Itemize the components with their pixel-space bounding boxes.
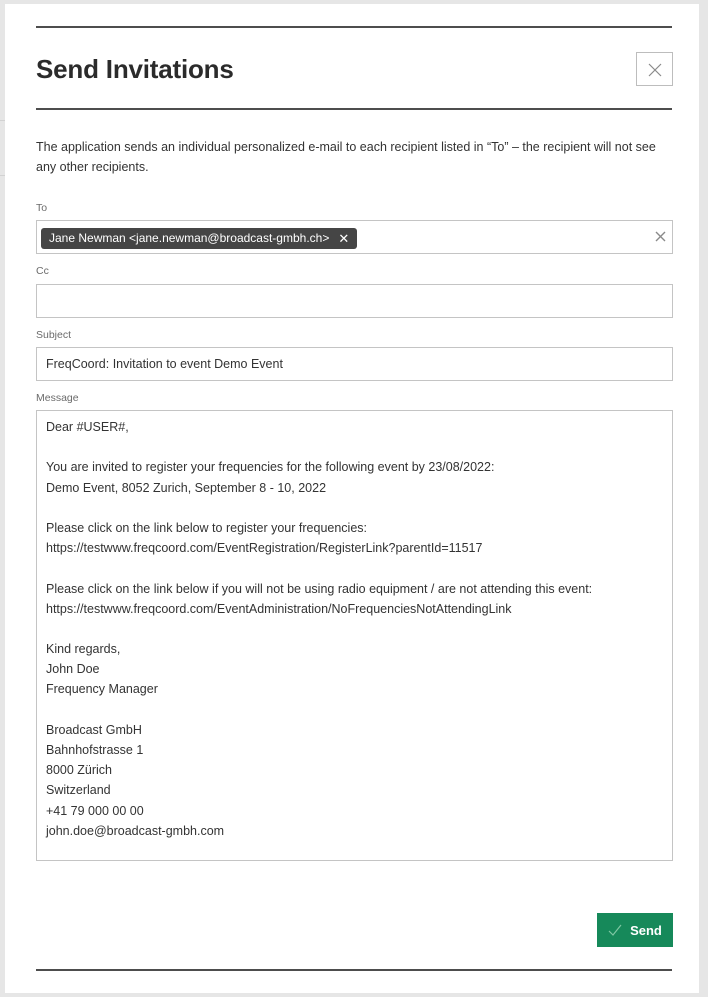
- message-line: 8000 Zürich: [46, 763, 113, 778]
- message-line: john.doe@broadcast-gmbh.com: [46, 823, 225, 838]
- message-line: Broadcast GmbH: [46, 722, 142, 737]
- message-line: Dear #USER#,: [46, 420, 129, 434]
- message-line: [46, 700, 663, 720]
- message-line: [46, 558, 663, 578]
- header-top-divider: [36, 26, 672, 28]
- message-line: [46, 437, 663, 457]
- to-label: To: [36, 202, 48, 214]
- send-invitations-dialog: [5, 4, 699, 993]
- message-label: Message: [36, 392, 79, 404]
- dialog-title: Send Invitations: [36, 54, 234, 84]
- close-button[interactable]: [636, 52, 673, 86]
- message-line: https://testwww.freqcoord.com/EventAdministration/NoFrequenciesNotAttendingLink: [46, 601, 512, 616]
- cc-label: Cc: [36, 265, 49, 277]
- close-icon: [648, 63, 662, 77]
- check-icon: [608, 924, 622, 936]
- recipient-chip-label: Jane Newman <jane.newman@broadcast-gmbh.ch>: [49, 231, 330, 245]
- footer-divider: [36, 969, 672, 971]
- remove-recipient-icon[interactable]: ✕: [338, 231, 350, 246]
- message-textarea[interactable]: [36, 410, 673, 861]
- message-line: [46, 498, 663, 518]
- cc-field[interactable]: [36, 284, 673, 318]
- message-line: John Doe: [46, 662, 100, 677]
- message-line: Kind regards,: [46, 642, 121, 657]
- to-field[interactable]: [36, 220, 673, 254]
- message-line: Bahnhofstrasse 1: [46, 743, 144, 757]
- send-button[interactable]: [597, 913, 673, 947]
- message-line: Demo Event, 8052 Zurich, September 8 - 10, 2022: [46, 480, 327, 495]
- message-line: You are invited to register your frequencies for the following event by 23/08/2022:: [46, 460, 495, 475]
- subject-field[interactable]: [36, 347, 673, 381]
- message-line: https://testwww.freqcoord.com/EventRegistration/RegisterLink?parentId=11517: [46, 541, 483, 556]
- message-line: Frequency Manager: [46, 682, 158, 697]
- send-button-label: Send: [630, 922, 662, 938]
- subject-label: Subject: [36, 329, 72, 341]
- intro-text: The application sends an individual personalized e-mail to each recipient listed in “To” – the recipient will not see any other recipients.: [36, 140, 656, 174]
- message-line: [46, 619, 663, 639]
- subject-value: FreqCoord: Invitation to event Demo Event: [46, 357, 283, 371]
- message-line: +41 79 000 00 00: [46, 803, 144, 818]
- clear-icon[interactable]: [655, 231, 666, 242]
- header-bottom-divider: [36, 108, 672, 110]
- message-line: Please click on the link below to register your frequencies:: [46, 520, 367, 535]
- message-line: Please click on the link below if you will not be using radio equipment / are not attending this event:: [46, 581, 593, 596]
- message-line: Switzerland: [46, 783, 111, 798]
- recipient-chip: [41, 228, 357, 249]
